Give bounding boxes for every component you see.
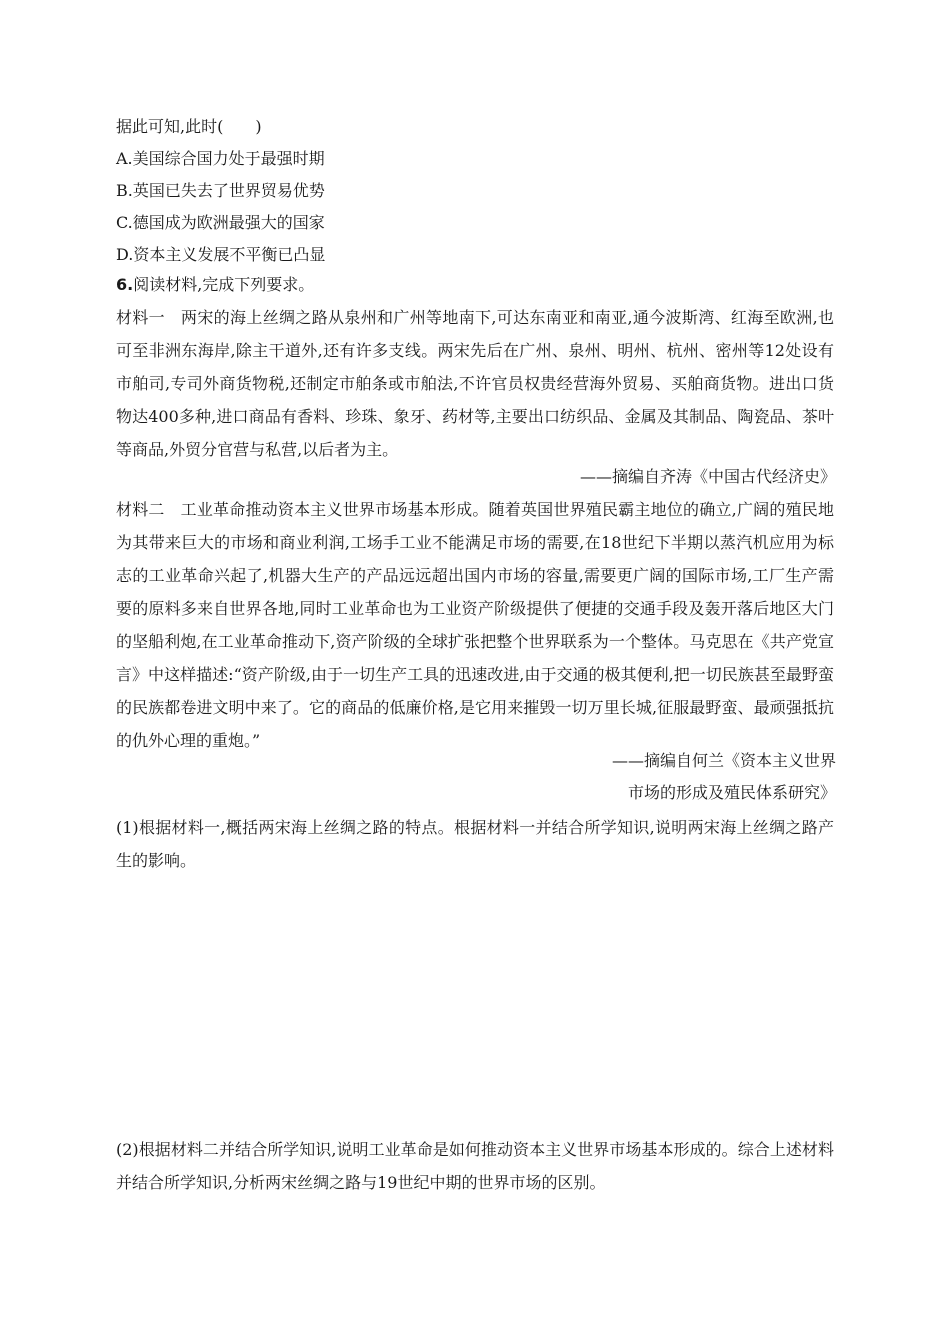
material-1 <box>116 301 834 466</box>
option-c: C.德国成为欧洲最强大的国家 <box>116 213 325 232</box>
option-d: D.资本主义发展不平衡已凸显 <box>116 245 326 264</box>
question-stem: 据此可知,此时( ) <box>116 117 262 136</box>
material-2-source-line-1: ——摘编自何兰《资本主义世界 <box>611 751 836 770</box>
option-a: A.美国综合国力处于最强时期 <box>116 149 325 168</box>
material-2 <box>116 493 834 757</box>
question-number: 6. <box>116 275 134 294</box>
material-2-text: 工业革命推动资本主义世界市场基本形成。随着英国世界殖民霸主地位的确立,广阔的殖民地为其带来巨大的市场和商业利润,工场手工业不能满足市场的需要,在18世纪下半期以蒸汽机应用为标志的工业革命兴起了,机器大生产的产品远远超出国内市场的容量,需要更广阔的国际市场,工厂生产需要的原料多来自世界各地,同时工业革命也为工业资产阶级提供了便捷的交通手段及轰开落后地区大门的坚船利炮,在工业革命推动下,资产阶级的全球扩张把整个世界联系为一个整体。马克思在《共产党宣言》中这样描述:“资产阶级,由于一切生产工具的迅速改进,由于交通的极其便利,把一切民族甚至最野蛮的民族都卷进文明中来了。它的商品的低廉价格,是它用来摧毁一切万里长城,征服最野蛮、最顽强抵抗的仇外心理的重炮。” <box>116 500 834 750</box>
question-prompt: 阅读材料,完成下列要求。 <box>133 275 315 294</box>
material-2-label: 材料二 <box>116 500 165 519</box>
sub-question-1: (1)根据材料一,概括两宋海上丝绸之路的特点。根据材料一并结合所学知识,说明两宋海上丝绸之路产生的影响。 <box>116 818 834 870</box>
material-1-label: 材料一 <box>116 308 166 327</box>
question-6-header <box>116 269 834 300</box>
sub-question-2: (2)根据材料二并结合所学知识,说明工业革命是如何推动资本主义世界市场基本形成的。综合上述材料并结合所学知识,分析两宋丝绸之路与19世纪中期的世界市场的区别。 <box>116 1140 834 1192</box>
material-1-source: ——摘编自齐涛《中国古代经济史》 <box>579 467 836 486</box>
material-1-text: 两宋的海上丝绸之路从泉州和广州等地南下,可达东南亚和南亚,通今波斯湾、红海至欧洲,也可至非洲东海岸,除主干道外,还有许多支线。两宋先后在广州、泉州、明州、杭州、密州等12处设有市舶司,专司外商货物税,还制定市舶条或市舶法,不许官员权贵经营海外贸易、买舶商货物。进出口货物达400多种,进口商品有香料、珍珠、象牙、药材等,主要出口纺织品、金属及其制品、陶瓷品、茶叶等商品,外贸分官营与私营,以后者为主。 <box>116 308 834 459</box>
option-b: B.英国已失去了世界贸易优势 <box>116 181 325 200</box>
material-2-source-line-2: 市场的形成及殖民体系研究》 <box>627 783 836 802</box>
